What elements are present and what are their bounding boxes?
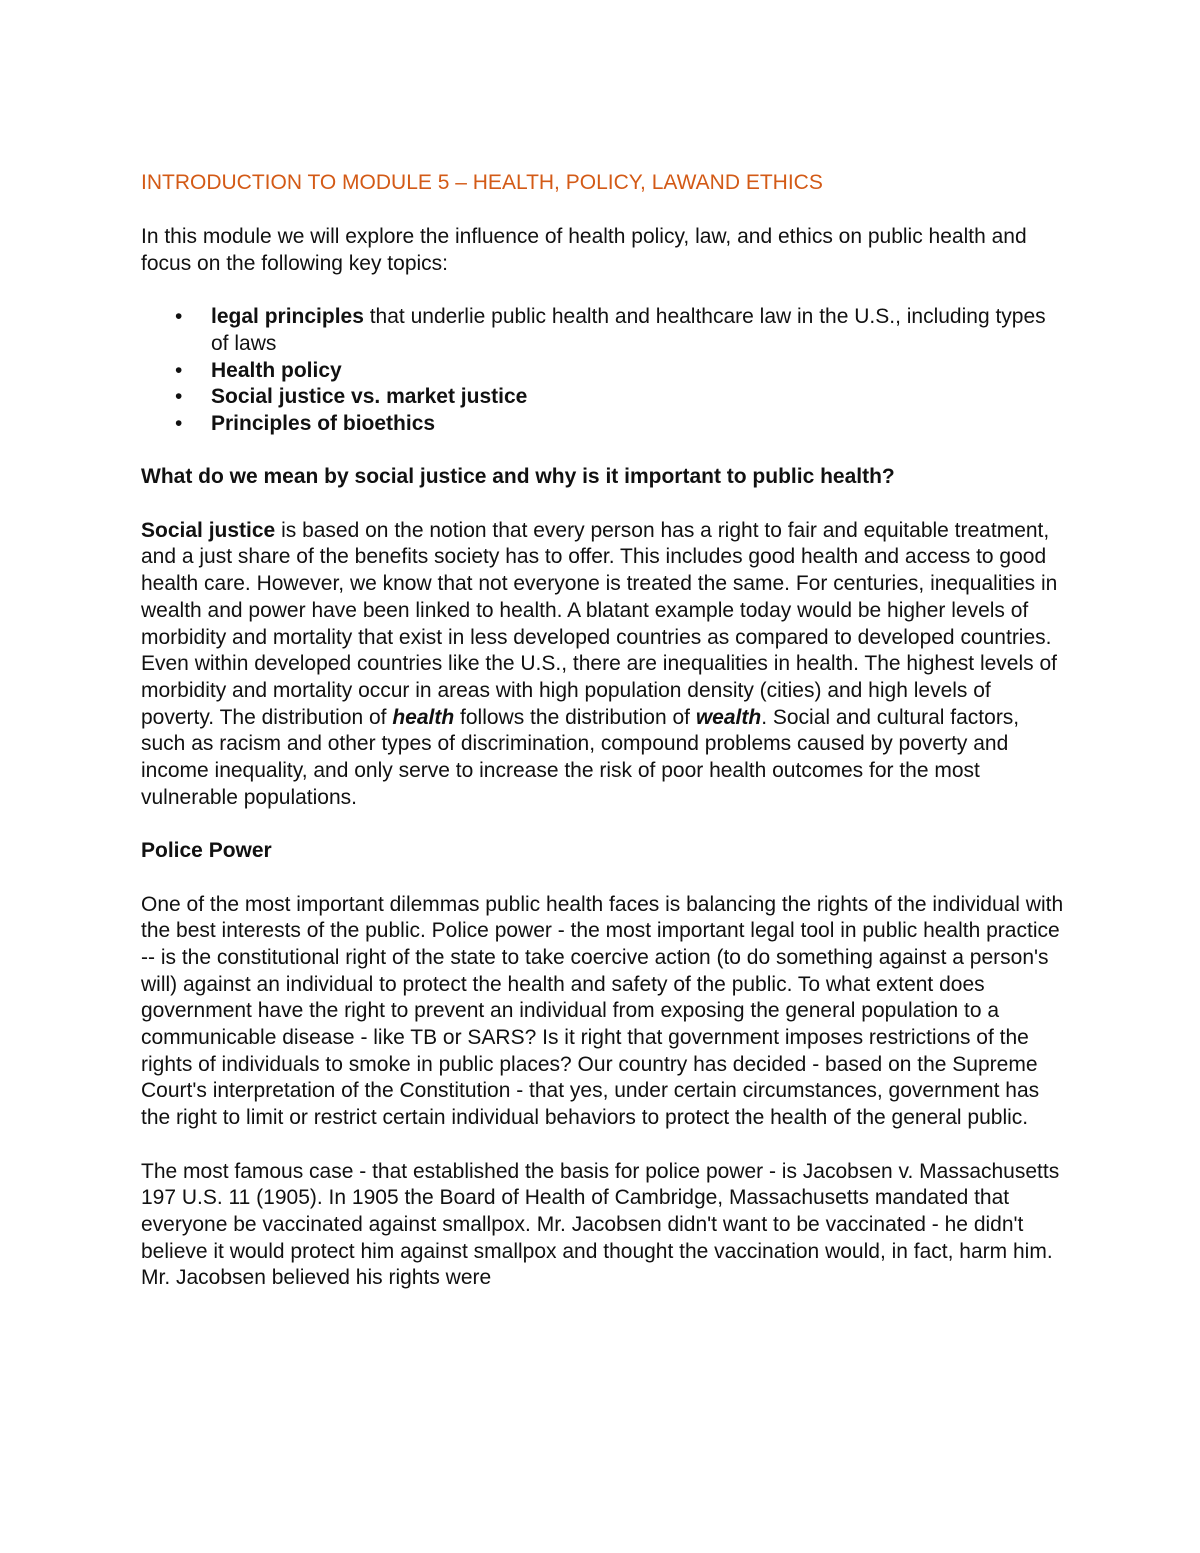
police-power-paragraph-1: One of the most important dilemmas public health faces is balancing the rights of the individual with the best interests of the public. Police power - the most important legal tool in public health practice -- is the constitutional right of the state to take coercive action (to do something against a person's will) against an individual to protect the health and safety of the public. To what extent does government have the right to prevent an individual from exposing the general population to a communicable disease - like TB or SARS? Is it right that government imposes restrictions of the rights of individuals to smoke in public places? Our country has decided - based on the Supreme Court's interpretation of the Constitution - that yes, under certain circumstances, government has the right to limit or restrict certain individual behaviors to protect the health of the general public. bbox=[141, 892, 1064, 1130]
social-justice-paragraph bbox=[141, 518, 1066, 812]
topic-description: that underlie public health and healthcare law in the U.S., including types of laws bbox=[211, 305, 1046, 355]
list-item bbox=[141, 384, 1066, 411]
topic-term: Principles of bioethics bbox=[211, 411, 436, 435]
intro-paragraph: In this module we will explore the influence of health policy, law, and ethics on public health and focus on the following key topics: bbox=[141, 225, 1027, 275]
topic-term: Social justice vs. market justice bbox=[211, 385, 528, 409]
emphasis-health: health bbox=[392, 705, 455, 729]
social-justice-text-2: follows the distribution of bbox=[454, 705, 696, 729]
social-justice-question-heading: What do we mean by social justice and why is it important to public health? bbox=[141, 465, 895, 489]
bullet-icon: • bbox=[175, 411, 183, 435]
module-title: INTRODUCTION TO MODULE 5 – HEALTH, POLICY, LAWAND ETHICS bbox=[141, 171, 823, 194]
list-item bbox=[141, 411, 1066, 438]
social-justice-text-1: is based on the notion that every person has a right to fair and equitable treatment, and a just share of the benefits society has to offer. This includes good health and access to good health care. However, we know that not everyone is treated the same. For centuries, inequalities in wealth and power have been linked to health. A blatant example today would be higher levels of morbidity and mortality that exist in less developed countries as compared to developed countries. Even within developed countries like the U.S., there are inequalities in health. The highest levels of morbidity and mortality occur in areas with high population density (cities) and high levels of poverty. The distribution of bbox=[141, 518, 1058, 729]
list-item bbox=[141, 304, 1066, 357]
police-power-paragraph-2: The most famous case - that established the basis for police power - is Jacobsen v. Massachusetts 197 U.S. 11 (1905). In 1905 the Board of Health of Cambridge, Massachusetts mandated that everyone be vaccinated against smallpox. Mr. Jacobsen didn't want to be vaccinated - he didn't believe it would protect him against smallpox and thought the vaccination would, in fact, harm him. Mr. Jacobsen believed his rights were bbox=[141, 1159, 1060, 1290]
bullet-icon: • bbox=[175, 305, 183, 329]
bullet-icon: • bbox=[175, 385, 183, 409]
topic-term: legal principles bbox=[211, 305, 364, 329]
document-page bbox=[141, 168, 1066, 1319]
social-justice-text-3: . Social and cultural factors, such as racism and other types of discrimination, compound problems caused by poverty and income inequality, and only serve to increase the risk of poor health outcomes for the most vulnerable populations. bbox=[141, 705, 1020, 809]
topic-term: Health policy bbox=[211, 358, 342, 382]
list-item bbox=[141, 358, 1066, 385]
police-power-heading: Police Power bbox=[141, 839, 272, 863]
bullet-icon: • bbox=[175, 358, 183, 382]
social-justice-term: Social justice bbox=[141, 518, 276, 542]
emphasis-wealth: wealth bbox=[695, 705, 762, 729]
key-topics-list bbox=[141, 304, 1066, 438]
